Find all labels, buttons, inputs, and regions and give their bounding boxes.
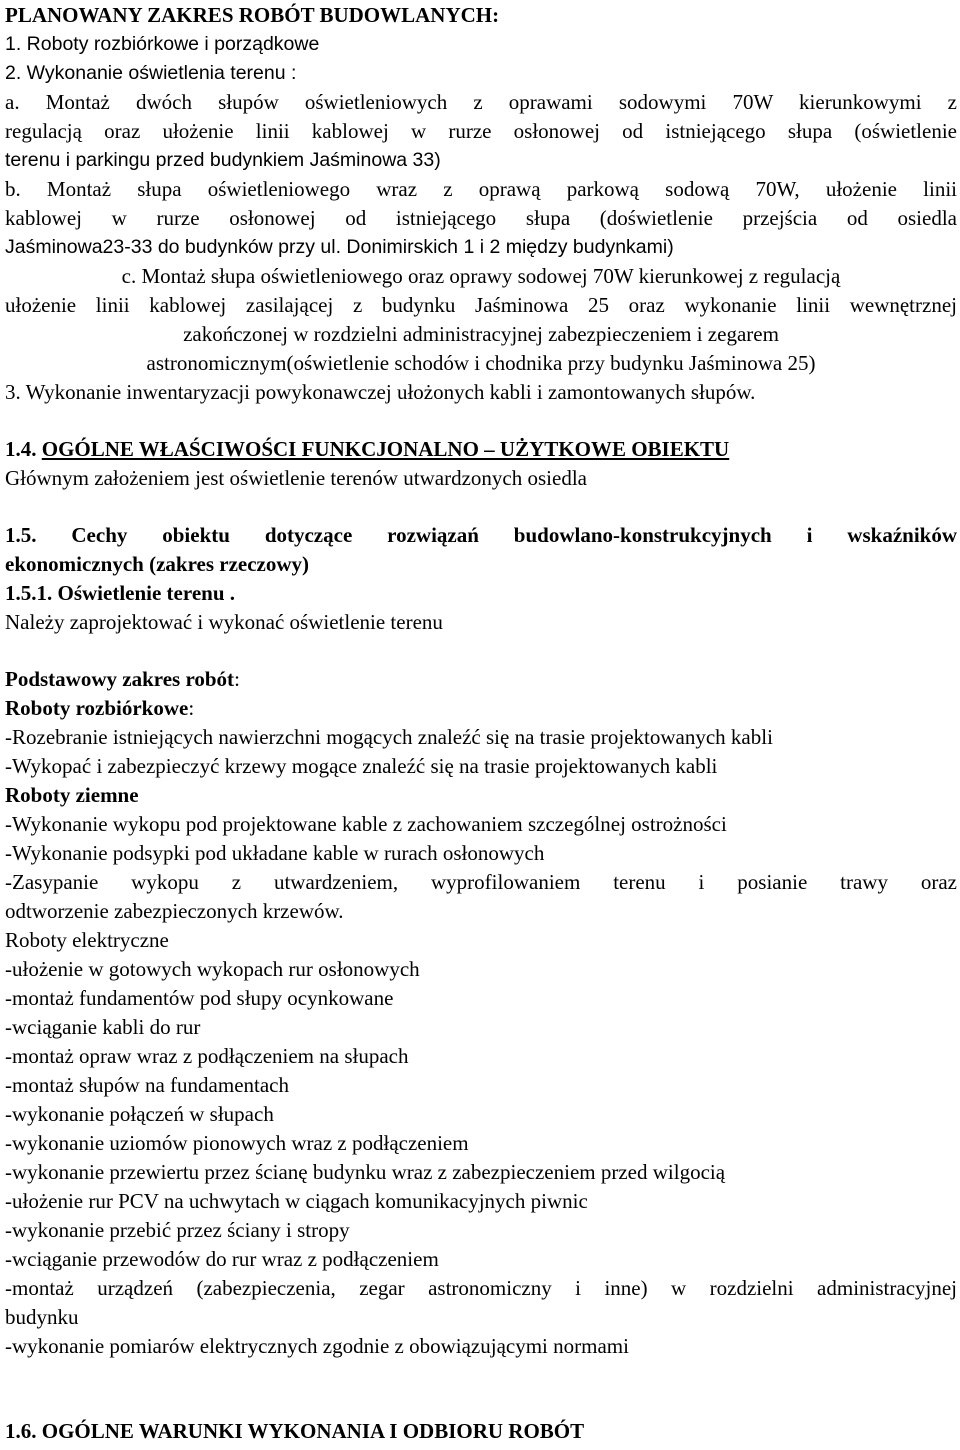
electrical-item: -wykonanie przewiertu przez ścianę budynku wraz z zabezpieczeniem przed wilgocią <box>5 1160 726 1184</box>
demolition-heading-label: Roboty rozbiórkowe <box>5 696 189 720</box>
planned-item-a-line-3: terenu i parkingu przed budynkiem Jaśminowa 33) <box>5 149 441 171</box>
document-page <box>5 1 957 1446</box>
section-1-5-text: Należy zaprojektować i wykonać oświetlenie terenu <box>5 610 443 634</box>
earthworks-item: -Wykonanie wykopu pod projektowane kable z zachowaniem szczególnej ostrożności <box>5 812 727 836</box>
electrical-item: -wykonanie pomiarów elektrycznych zgodnie z obowiązującymi normami <box>5 1334 629 1358</box>
section-1-4-heading <box>5 435 957 464</box>
demolition-item: -Rozebranie istniejących nawierzchni mogących znaleźć się na trasie projektowanych kabli <box>5 725 773 749</box>
electrical-item-long-line-2: budynku <box>5 1305 79 1329</box>
planned-scope-heading: PLANOWANY ZAKRES ROBÓT BUDOWLANYCH: <box>5 3 500 27</box>
planned-item-c-line-2: ułożenie linii kablowej zasilającej z budynku Jaśminowa 25 oraz wykonanie linii wewnętrznej <box>5 293 957 317</box>
section-1-4-number: 1.4. <box>5 437 37 461</box>
scope-heading <box>5 665 957 694</box>
electrical-item: -wykonanie połączeń w słupach <box>5 1102 274 1126</box>
scope-heading-colon: : <box>234 667 240 691</box>
earthworks-item: -Wykonanie podsypki pod układane kable w rurach osłonowych <box>5 841 545 865</box>
electrical-item: -ułożenie rur PCV na uchwytach w ciągach komunikacyjnych piwnic <box>5 1189 588 1213</box>
electrical-heading: Roboty elektryczne <box>5 928 169 952</box>
planned-item-b-line-3: Jaśminowa23-33 do budynków przy ul. Donimirskich 1 i 2 między budynkami) <box>5 236 674 258</box>
planned-item-a-line-2: regulacją oraz ułożenie linii kablowej w rurze osłonowej od istniejącego słupa (oświetlenie <box>5 119 957 143</box>
electrical-item: -montaż słupów na fundamentach <box>5 1073 289 1097</box>
section-1-5-1-title: 1.5.1. Oświetlenie terenu . <box>5 581 235 605</box>
planned-item-3: 3. Wykonanie inwentaryzacji powykonawczej ułożonych kabli i zamontowanych słupów. <box>5 380 756 404</box>
electrical-item: -wciąganie przewodów do rur wraz z podłączeniem <box>5 1247 439 1271</box>
demolition-item: -Wykopać i zabezpieczyć krzewy mogące znaleźć się na trasie projektowanych kabli <box>5 754 718 778</box>
planned-item-b-line-1: b. Montaż słupa oświetleniowego wraz z oprawą parkową sodową 70W, ułożenie linii <box>5 177 957 201</box>
section-1-6-heading: 1.6. OGÓLNE WARUNKI WYKONANIA I ODBIORU ROBÓT <box>5 1419 585 1443</box>
planned-item-c-line-1: c. Montaż słupa oświetleniowego oraz oprawy sodowej 70W kierunkowej z regulacją <box>121 264 841 288</box>
electrical-item-long-line-1: -montaż urządzeń (zabezpieczenia, zegar astronomiczny i inne) w rozdzielni administracyjnej <box>5 1276 957 1300</box>
earthworks-item-long-line-2: odtworzenie zabezpieczonych krzewów. <box>5 899 344 923</box>
electrical-item: -wykonanie uziomów pionowych wraz z podłączeniem <box>5 1131 469 1155</box>
planned-item-b-line-2: kablowej w rurze osłonowej od istniejącego słupa (doświetlenie przejścia od osiedla <box>5 206 957 230</box>
section-1-4-title: OGÓLNE WŁAŚCIWOŚCI FUNKCJONALNO – UŻYTKOWE OBIEKTU <box>41 437 730 461</box>
earthworks-item-long-line-1: -Zasypanie wykopu z utwardzeniem, wyprofilowaniem terenu i posianie trawy oraz <box>5 870 957 894</box>
section-1-5-title-line-1: 1.5. Cechy obiektu dotyczące rozwiązań budowlano-konstrukcyjnych i wskaźników <box>5 523 957 547</box>
planned-item-c-line-3: zakończonej w rozdzielni administracyjnej zabezpieczeniem i zegarem <box>183 322 779 346</box>
planned-item-2: 2. Wykonanie oświetlenia terenu : <box>5 62 297 84</box>
planned-item-1: 1. Roboty rozbiórkowe i porządkowe <box>5 33 320 55</box>
electrical-item: -ułożenie w gotowych wykopach rur osłonowych <box>5 957 420 981</box>
scope-heading-label: Podstawowy zakres robót <box>5 667 235 691</box>
section-1-4-text: Głównym założeniem jest oświetlenie terenów utwardzonych osiedla <box>5 466 587 490</box>
section-1-5-title-line-2: ekonomicznych (zakres rzeczowy) <box>5 552 310 576</box>
planned-item-c-line-4: astronomicznym(oświetlenie schodów i chodnika przy budynku Jaśminowa 25) <box>146 351 816 375</box>
electrical-item: -wykonanie przebić przez ściany i stropy <box>5 1218 350 1242</box>
demolition-heading <box>5 694 957 723</box>
demolition-heading-colon: : <box>188 696 195 720</box>
earthworks-heading: Roboty ziemne <box>5 783 139 807</box>
planned-item-a-line-1: a. Montaż dwóch słupów oświetleniowych z oprawami sodowymi 70W kierunkowymi z <box>5 90 957 114</box>
electrical-item: -montaż fundamentów pod słupy ocynkowane <box>5 986 394 1010</box>
electrical-item: -wciąganie kabli do rur <box>5 1015 201 1039</box>
electrical-item: -montaż opraw wraz z podłączeniem na słupach <box>5 1044 409 1068</box>
